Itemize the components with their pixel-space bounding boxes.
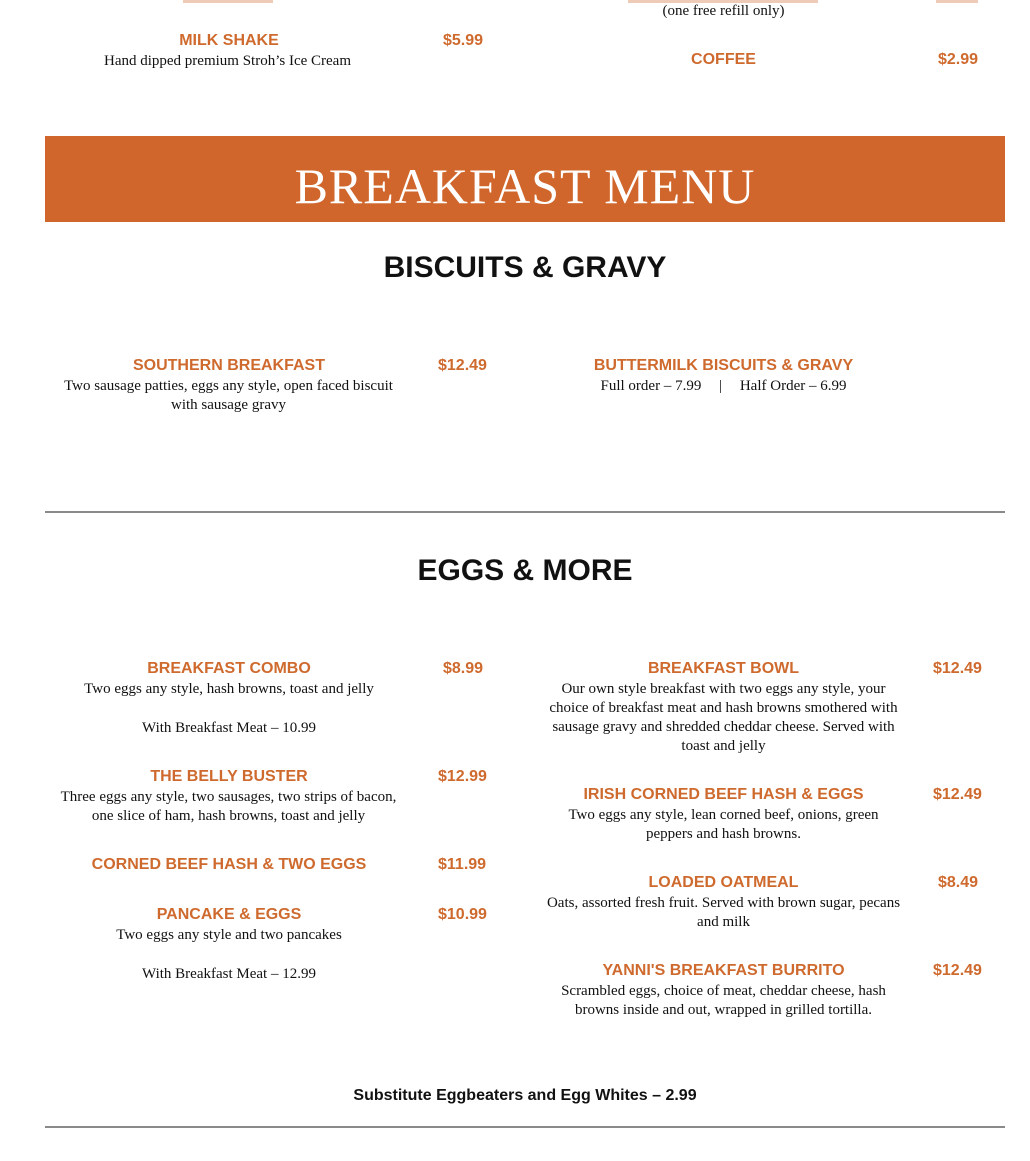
breakfast-burrito-desc-line1: Scrambled eggs, choice of meat, cheddar cheese, hash <box>561 983 886 999</box>
belly-buster-name: THE BELLY BUSTER <box>150 768 308 785</box>
southern-breakfast-name: SOUTHERN BREAKFAST <box>132 357 325 374</box>
corned-beef-hash-two-eggs-name: CORNED BEEF HASH & TWO EGGS <box>91 856 367 873</box>
breakfast-combo-desc: Two eggs any style, hash browns, toast and jelly <box>84 681 374 697</box>
breakfast-bowl-desc-line4: toast and jelly <box>681 738 766 754</box>
breakfast-burrito-desc-line2: browns inside and out, wrapped in grilled tortilla. <box>574 1002 873 1018</box>
pancake-eggs-price: $10.99 <box>438 906 487 923</box>
belly-buster-price: $12.99 <box>438 768 487 785</box>
loaded-oatmeal-price: $8.49 <box>938 874 979 891</box>
belly-buster-desc-line1: Three eggs any style, two sausages, two strips of bacon, <box>60 789 397 805</box>
southern-breakfast-price: $12.49 <box>438 357 487 374</box>
milk-shake-desc: Hand dipped premium Stroh’s Ice Cream <box>103 53 352 69</box>
pancake-eggs-meat-option: With Breakfast Meat – 12.99 <box>142 966 316 982</box>
loaded-oatmeal-name: LOADED OATMEAL <box>648 874 799 891</box>
breakfast-combo-meat-option: With Breakfast Meat – 10.99 <box>142 720 316 736</box>
southern-breakfast-desc-line1: Two sausage patties, eggs any style, open faced biscuit <box>64 378 393 394</box>
irish-corned-beef-name: IRISH CORNED BEEF HASH & EGGS <box>583 786 864 803</box>
milk-shake-name: MILK SHAKE <box>179 32 279 49</box>
breakfast-bowl-price: $12.49 <box>933 660 982 677</box>
breakfast-burrito-price: $12.49 <box>933 962 982 979</box>
coffee-name: COFFEE <box>691 51 756 68</box>
half-order-price: Half Order – 6.99 <box>739 378 847 394</box>
loaded-oatmeal-desc <box>535 894 912 932</box>
full-order-price: Full order – 7.99 <box>600 378 702 394</box>
milk-shake-price: $5.99 <box>443 32 484 49</box>
order-separator: | <box>719 378 723 394</box>
loaded-oatmeal-desc-line1: Oats, assorted fresh fruit. Served with brown sugar, pecans <box>546 895 901 911</box>
pancake-eggs-name: PANCAKE & EGGS <box>156 906 302 923</box>
eggbeaters-substitute-note: Substitute Eggbeaters and Egg Whites – 2.99 <box>353 1087 697 1104</box>
buttermilk-biscuits-options <box>540 377 907 396</box>
section-divider-1 <box>45 511 1005 513</box>
corned-beef-hash-two-eggs-price: $11.99 <box>438 856 487 873</box>
coffee-price: $2.99 <box>938 51 979 68</box>
breakfast-burrito-desc <box>540 982 907 1020</box>
breakfast-combo-name: BREAKFAST COMBO <box>147 660 311 677</box>
breakfast-bowl-desc-line2: choice of breakfast meat and hash browns smothered with <box>549 700 898 716</box>
breakfast-combo-price: $8.99 <box>443 660 484 677</box>
irish-corned-beef-desc-line2: peppers and hash browns. <box>646 826 801 842</box>
breakfast-burrito-name: YANNI'S BREAKFAST BURRITO <box>602 962 845 979</box>
irish-corned-beef-desc-line1: Two eggs any style, lean corned beef, onions, green <box>568 807 879 823</box>
eggs-more-heading: EGGS & MORE <box>417 554 633 587</box>
breakfast-menu-banner <box>45 136 1005 222</box>
pancake-eggs-desc: Two eggs any style and two pancakes <box>116 927 342 943</box>
buttermilk-biscuits-name: BUTTERMILK BISCUITS & GRAVY <box>593 357 854 374</box>
southern-breakfast-desc-line2: with sausage gravy <box>171 397 286 413</box>
breakfast-bowl-desc-line3: sausage gravy and shredded cheddar cheese. Served with <box>552 719 895 735</box>
irish-corned-beef-desc <box>540 806 907 844</box>
breakfast-bowl-desc-line1: Our own style breakfast with two eggs any style, your <box>561 681 886 697</box>
irish-corned-beef-price: $12.49 <box>933 786 982 803</box>
section-divider-2 <box>45 1126 1005 1128</box>
southern-breakfast-desc <box>50 377 407 415</box>
loaded-oatmeal-desc-line2: and milk <box>697 914 750 930</box>
clipped-text-fragment-left <box>183 0 273 3</box>
refill-note: (one free refill only) <box>662 3 785 19</box>
biscuits-gravy-heading: BISCUITS & GRAVY <box>383 251 667 284</box>
banner-title: BREAKFAST MENU <box>294 158 756 214</box>
belly-buster-desc-line2: one slice of ham, hash browns, toast and jelly <box>91 808 366 824</box>
breakfast-bowl-desc <box>535 680 912 756</box>
breakfast-bowl-name: BREAKFAST BOWL <box>647 660 800 677</box>
clipped-price-fragment-right <box>936 0 978 3</box>
belly-buster-desc <box>48 788 409 826</box>
